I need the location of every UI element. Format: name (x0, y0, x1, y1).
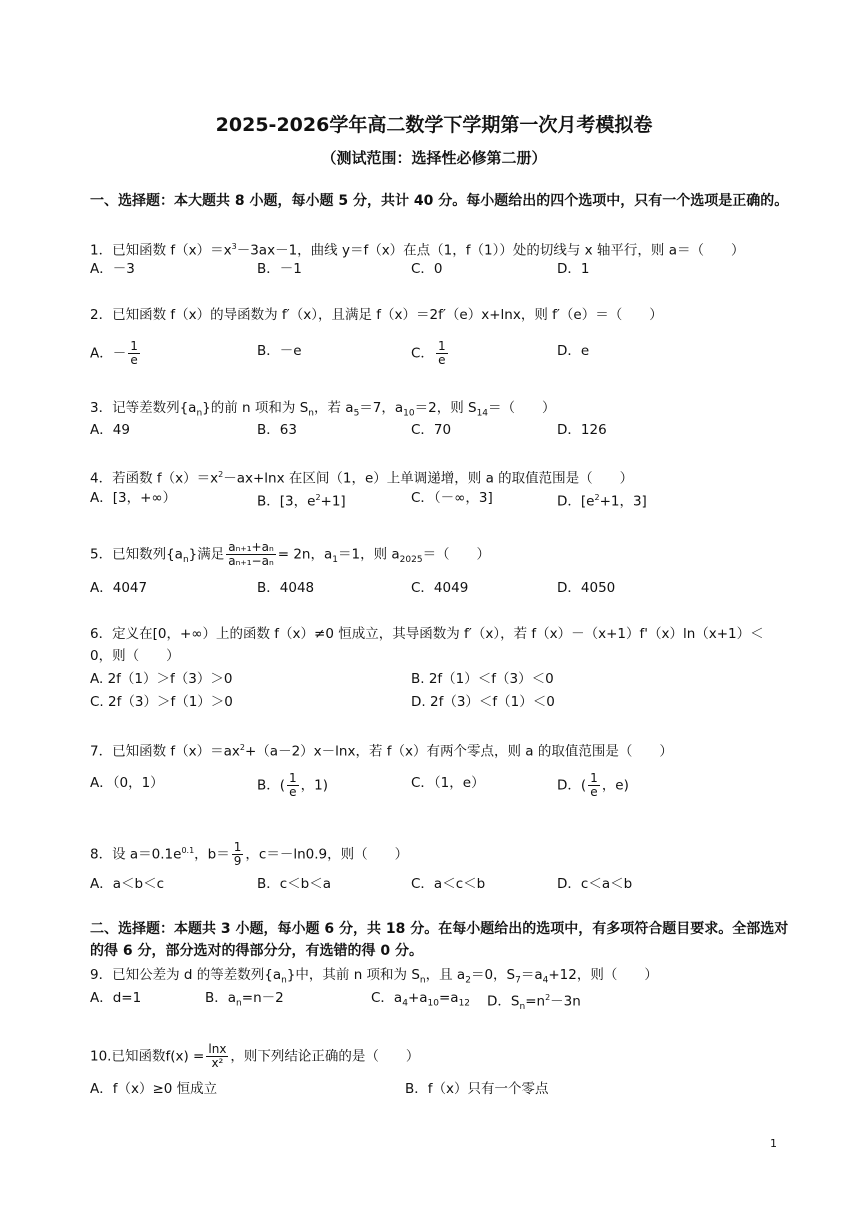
option-d: D．( $\frac{1}{e}$ ，e) (557, 771, 629, 799)
option-a: A．49 (90, 422, 130, 438)
option-b: B．$a_n=n-2$ (205, 990, 284, 1009)
option-b: B. 2f（1）＜f（3）＜0 (411, 671, 554, 687)
option-d: D．4050 (557, 580, 616, 596)
question-5: 5．已知数列$\{a_n\}$满足 $\frac{\text{aₙ₊₁+aₙ}}{\text{aₙ₊₁−aₙ}}$ = 2n，$a_1=1$，则 $a_{2025}=$（ ） (90, 540, 491, 568)
question-2: 2．已知函数 f（x）的导函数为 f′（x），且满足 f（x）＝2f′（e）x+lnx，则 f′（e）＝（ ） (90, 307, 663, 323)
option-d: D．e (557, 343, 590, 359)
option-c: C．（1，e） (411, 775, 485, 791)
question-4: 4．若函数 $f(x)=x^2-ax+\ln x$ 在区间（1，e）上单调递增，则 a 的取值范围是（ ） (90, 470, 634, 487)
question-10-options (90, 1078, 790, 1100)
option-c: C．（－∞，3] (411, 490, 493, 506)
option-b: B．63 (257, 422, 297, 438)
question-6-options-row-1 (90, 668, 790, 690)
option-b: B．( $\frac{1}{e}$ ，1) (257, 771, 329, 799)
option-d: D．126 (557, 422, 607, 438)
option-a: A．f（x）≥0 恒成立 (90, 1081, 218, 1097)
option-b: B．－e (257, 343, 302, 359)
fraction: $\frac{1}{e}$ (130, 339, 138, 367)
question-6-options-row-2 (90, 691, 790, 713)
page-subtitle: （测试范围：选择性必修第二册） (321, 149, 547, 167)
option-a: A. 2f（1）＞f（3）＞0 (90, 671, 233, 687)
question-7-options (90, 771, 790, 799)
question-6: 6．定义在[0，+∞）上的函数 f（x）≠0 恒成立，其导函数为 f′（x），若 f（x）－（x+1）f'（x）ln（x+1）＜0，则（ ） (90, 626, 764, 664)
fraction: $\frac{1}{e}$ (289, 771, 297, 799)
option-d: D．1 (557, 261, 590, 277)
page-number: 1 (770, 1137, 777, 1150)
option-c: C．0 (411, 261, 443, 277)
option-c: C．a＜c＜b (411, 876, 486, 892)
fraction: $\frac{\text{aₙ₊₁+aₙ}}{\text{aₙ₊₁−aₙ}}$ (228, 540, 274, 568)
fraction: $\frac{\ln x}{\text{x²}}$ (208, 1042, 227, 1070)
fraction: $\frac{1}{9}$ (233, 840, 242, 868)
option-c: C. 2f（3）＞f（1）＞0 (90, 694, 233, 710)
question-10: 10.已知函数f(x) = $\frac{\ln x}{\text{x²}}$ ，则下列结论正确的是（ ） (90, 1042, 420, 1070)
question-2-options (90, 339, 790, 367)
option-b: B．c＜b＜a (257, 876, 332, 892)
option-c: C．4049 (411, 580, 469, 596)
option-c: C． $\frac{1}{e}$ (411, 339, 446, 367)
page-title: 2025-2026学年高二数学下学期第一次月考模拟卷 (215, 114, 653, 136)
question-3: 3．记等差数列$\{a_n\}$的前 n 项和为 $S_n$，若 $a_5=7$，$a_{10}=2$，则 $S_{14}=$（ ） (90, 400, 556, 419)
question-1-options (90, 258, 790, 280)
option-c: C．70 (411, 422, 452, 438)
question-9: 9．已知公差为 d 的等差数列$\{a_n\}$中，其前 n 项和为 $S_n$，且 $a_2=0$，$S_7=a_4+12$，则（ ） (90, 967, 658, 986)
option-d: D．c＜a＜b (557, 876, 633, 892)
option-a: A．－ $\frac{1}{e}$ (90, 339, 138, 367)
option-d: D. 2f（3）＜f（1）＜0 (411, 694, 555, 710)
option-b: B．4048 (257, 580, 315, 596)
option-d: D．[$e^2+1$，3] (557, 493, 647, 510)
question-1: 1．已知函数 $f(x)=x^3-3ax-1$，曲线 y＝f（x）在点（1，f（1））处的切线与 x 轴平行，则 a＝（ ） (90, 242, 745, 259)
option-d: D．$S_n=n^2-3n$ (487, 993, 581, 1013)
section-two-heading: 二、选择题：本题共 3 小题，每小题 6 分，共 18 分。在每小题给出的选项中，有多项符合题目要求。全部选对的得 6 分，部分选对的得部分分，有选错的得 0 分。 (90, 921, 789, 959)
question-7: 7．已知函数 $f(x)=ax^2+(a-2)x-\ln x$，若 f（x）有两个零点，则 a 的取值范围是（ ） (90, 743, 673, 760)
question-3-options (90, 419, 790, 441)
question-8-options (90, 873, 790, 895)
option-a: A．－3 (90, 261, 135, 277)
option-a: A．（0，1） (90, 775, 164, 791)
question-8: 8．设 $a=0.1e^{0.1}$，b＝ $\frac{1}{9}$ ，c＝－ln0.9，则（ ） (90, 840, 409, 868)
question-5-options (90, 577, 790, 599)
option-a: A．4047 (90, 580, 148, 596)
option-a: A．a＜b＜c (90, 876, 164, 892)
option-a: A．[3，+∞） (90, 490, 177, 506)
option-a: A．d=1 (90, 990, 142, 1006)
fraction: $\frac{1}{e}$ (437, 339, 446, 367)
section-one-heading: 一、选择题：本大题共 8 小题，每小题 5 分，共计 40 分。每小题给出的四个选项中，只有一个选项是正确的。 (90, 193, 789, 209)
fraction: $\frac{1}{e}$ (590, 771, 598, 799)
question-4-options (90, 487, 790, 509)
option-c: C．$a_4+a_{10}=a_{12}$ (371, 990, 471, 1009)
option-b: B．－1 (257, 261, 302, 277)
option-b: B．f（x）只有一个零点 (405, 1081, 549, 1097)
option-b: B．[3，$e^2+1$] (257, 493, 346, 510)
question-9-options (90, 987, 790, 1013)
